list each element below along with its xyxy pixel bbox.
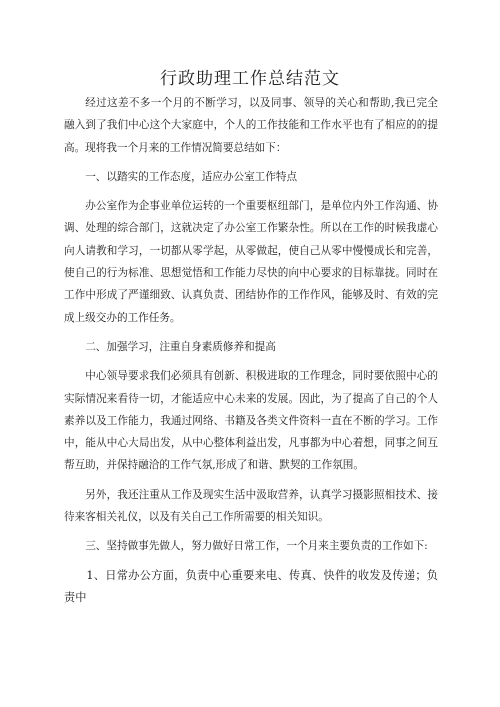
section-2-paragraph-2: 另外，我还注重从工作及现实生活中汲取营养，认真学习摄影照相技术、接待来客相关礼仪，以及有关自己工作所需要的相关知识。 [64, 488, 438, 524]
document-title: 行政助理工作总结范文 [160, 69, 340, 89]
section-1-heading: 一、以踏实的工作态度，适应办公室工作特点 [85, 170, 298, 183]
section-2-heading: 二、加强学习，注重自身素质修养和提高 [85, 340, 276, 353]
intro-paragraph: 经过这差不多一个月的不断学习，以及同事、领导的关心和帮助,我已完全融入到了我们中心这个大家庭中，个人的工作技能和工作水平也有了相应的的提高。现将我一个月来的工作情况简要总结如下： [64, 97, 438, 154]
document-body [64, 92, 438, 609]
list-item: 1、日常办公方面，负责中心重要来电、传真、快件的收发及传递；负责中 [64, 568, 438, 604]
section-3-heading: 三、坚持做事先做人，努力做好日常工作，一个月来主要负责的工作如下: [85, 540, 428, 553]
section-1-paragraph: 办公室作为企事业单位运转的一个重要枢纽部门，是单位内外工作沟通、协调、处理的综合部门，这就决定了办公室工作繁杂性。所以在工作的时候我虚心向人请教和学习，一切都从零学起，从零做起，使自己从零中慢慢成长和完善，使自己的行为标准、思想觉悟和工作能力尽快的向中心要求的目标靠拢。同时在工作中形成了严谨细致、认真负责、团结协作的工作作风，能够及时、有效的完成上级交办的工作任务。 [64, 200, 438, 324]
section-2-paragraph-1: 中心领导要求我们必须具有创新、积极进取的工作理念，同时要依照中心的实际情况来看待一切，才能适应中心未来的发展。因此，为了提高了自己的个人素养以及工作能力，我通过网络、书籍及各类文件资料一直在不断的学习。工作中，能从中心大局出发，从中心整体利益出发，凡事都为中心着想，同事之间互帮互助，并保持融洽的工作气氛,形成了和谐、默契的工作氛围。 [64, 370, 438, 472]
